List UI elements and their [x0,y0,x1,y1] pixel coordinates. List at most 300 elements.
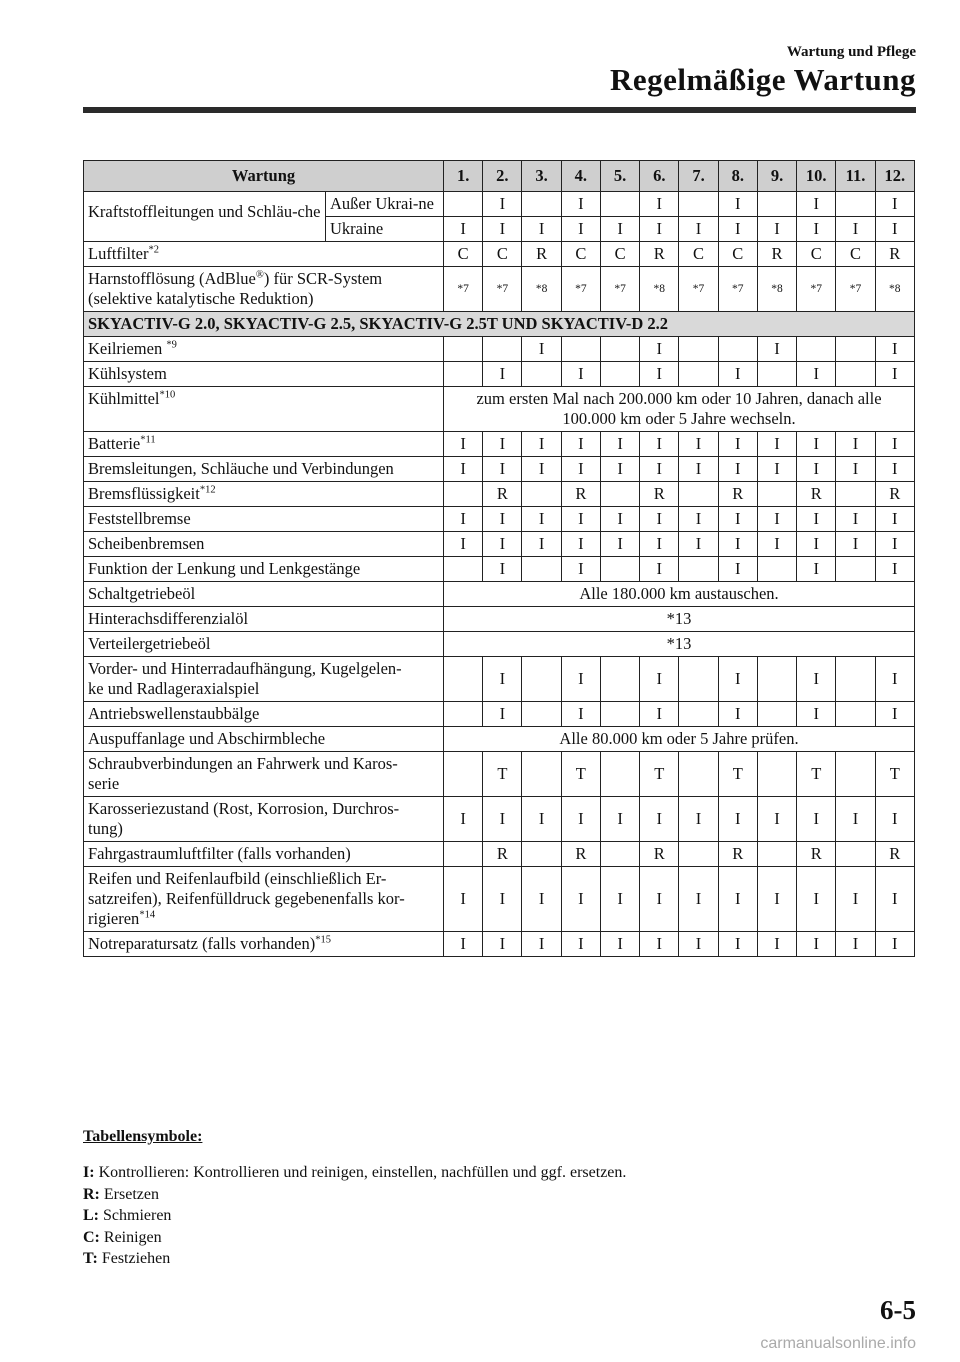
interval-value [757,752,796,797]
interval-value [679,362,718,387]
row-label-text: Feststellbremse [88,509,191,528]
interval-value: I [797,362,836,387]
interval-value [836,192,875,217]
interval-value: I [757,797,796,842]
table-row [84,362,915,387]
row-label [84,387,444,432]
interval-value: I [757,432,796,457]
header-cell-interval: 6. [640,161,679,192]
interval-value [679,337,718,362]
interval-value: I [444,217,483,242]
interval-value: T [640,752,679,797]
interval-value: *7 [600,267,639,312]
interval-value: I [640,337,679,362]
interval-value: R [797,842,836,867]
interval-value [444,482,483,507]
interval-value: I [483,702,522,727]
footnote-ref: *12 [199,484,216,496]
interval-value: R [875,482,914,507]
interval-value [836,752,875,797]
interval-value: I [875,867,914,932]
footer-watermark: carmanualsonline.info [760,1335,916,1352]
interval-value: R [483,482,522,507]
symbol-key: L: [83,1207,99,1224]
row-label-text-cont: satzreifen), Reifenfülldruck gegebenenfalls kor- [88,889,405,908]
row-label [84,192,326,242]
interval-value [836,557,875,582]
header-cell-interval: 12. [875,161,914,192]
row-label-text: Antriebswellenstaubbälge [88,704,260,723]
interval-value: R [757,242,796,267]
interval-value: I [718,432,757,457]
interval-value [679,557,718,582]
interval-value: I [483,192,522,217]
row-label [84,337,444,362]
symbols-title: Tabellensymbole: [83,1128,203,1145]
table-row [84,727,915,752]
interval-value: I [561,457,600,482]
interval-value: I [483,657,522,702]
interval-value [836,362,875,387]
row-label-text: Batterie [88,434,141,453]
symbol-description: Schmieren [103,1207,172,1224]
interval-value [836,482,875,507]
row-label: Schaltgetriebeöl [84,582,444,607]
interval-value: I [561,557,600,582]
interval-value: I [836,797,875,842]
interval-value: I [561,797,600,842]
interval-value: I [522,337,561,362]
interval-value: I [836,867,875,932]
row-label-text: Schraubverbindungen an Fahrwerk und Karos- [88,754,398,773]
interval-value [600,702,639,727]
interval-value: *7 [483,267,522,312]
symbol-legend-item [83,1184,626,1206]
header-cell-wartung: Wartung [84,161,444,192]
maintenance-table [83,160,915,957]
interval-value [757,702,796,727]
interval-value [522,657,561,702]
interval-value: I [561,867,600,932]
interval-value: *7 [836,267,875,312]
interval-value [757,482,796,507]
interval-value: I [561,507,600,532]
interval-value: *8 [875,267,914,312]
interval-value: I [718,192,757,217]
row-label-text: Karosseriezustand (Rost, Korrosion, Durchros- [88,799,400,818]
interval-value: I [522,932,561,957]
interval-value: T [718,752,757,797]
row-label-text-cont: rigieren [88,909,140,928]
interval-value [522,482,561,507]
header-cell-interval: 7. [679,161,718,192]
interval-value [600,337,639,362]
table-row [84,337,915,362]
interval-value [757,657,796,702]
row-label-text-cont: tung) [88,819,123,838]
interval-value [444,337,483,362]
interval-value: I [640,532,679,557]
table-row [84,632,915,657]
row-label-text: Bremsleitungen, Schläuche und Verbindungen [88,459,394,478]
interval-value: I [797,657,836,702]
interval-value: I [875,507,914,532]
header-cell-interval: 9. [757,161,796,192]
interval-value: I [836,507,875,532]
row-sublabel: Ukraine [326,217,444,242]
interval-value: I [483,557,522,582]
row-label [84,702,444,727]
footnote-ref: *14 [139,909,156,921]
interval-value [757,557,796,582]
interval-value: I [757,217,796,242]
interval-value: I [522,507,561,532]
interval-value: I [483,457,522,482]
interval-value: C [797,242,836,267]
symbol-legend-item [83,1205,626,1227]
interval-value: I [483,932,522,957]
row-label [84,557,444,582]
interval-value: *7 [679,267,718,312]
footnote-ref: *11 [140,434,156,446]
interval-value: I [444,867,483,932]
interval-value [836,702,875,727]
interval-value [522,192,561,217]
interval-value: I [875,192,914,217]
interval-value: I [640,932,679,957]
merged-value: *13 [444,607,915,632]
interval-value: R [875,842,914,867]
row-label [84,797,444,842]
table-row [84,752,915,797]
interval-value: I [600,217,639,242]
interval-value: I [483,532,522,557]
interval-value: I [600,457,639,482]
interval-value: I [640,797,679,842]
interval-value: I [679,432,718,457]
table-row [84,702,915,727]
interval-value [522,557,561,582]
row-label [84,932,444,957]
interval-value [757,192,796,217]
interval-value: I [679,932,718,957]
table-row [84,582,915,607]
interval-value [600,557,639,582]
table-row [84,932,915,957]
interval-value: I [718,557,757,582]
interval-value: I [757,507,796,532]
interval-value: I [640,507,679,532]
interval-value: T [561,752,600,797]
table-row [84,797,915,842]
interval-value: I [757,932,796,957]
section-heading-row [84,312,915,337]
interval-value: I [875,797,914,842]
interval-value: I [875,532,914,557]
interval-value: R [718,842,757,867]
interval-value: I [640,362,679,387]
table-row [84,457,915,482]
merged-value: Alle 180.000 km austauschen. [444,582,915,607]
interval-value [522,702,561,727]
interval-value [522,752,561,797]
interval-value: I [797,217,836,242]
interval-value: I [444,932,483,957]
interval-value: I [757,457,796,482]
interval-value: R [640,842,679,867]
interval-value [679,657,718,702]
row-label-text: Reifen und Reifenlaufbild (einschließlich Er- [88,869,387,888]
interval-value [522,842,561,867]
table-row [84,192,915,217]
interval-value: I [600,797,639,842]
interval-value: I [875,702,914,727]
row-label [84,362,444,387]
interval-value: I [718,532,757,557]
interval-value: C [600,242,639,267]
footnote-ref: *10 [159,389,176,401]
interval-value [444,657,483,702]
header-rule [83,107,916,113]
interval-value [679,192,718,217]
interval-value: I [522,797,561,842]
interval-value: I [444,432,483,457]
interval-value: I [836,217,875,242]
interval-value: I [875,362,914,387]
interval-value: I [797,507,836,532]
interval-value: I [797,557,836,582]
interval-value: I [679,217,718,242]
row-label [84,267,444,312]
interval-value: I [483,432,522,457]
interval-value [679,752,718,797]
interval-value: I [718,457,757,482]
interval-value: I [718,702,757,727]
interval-value [600,362,639,387]
interval-value: *7 [444,267,483,312]
interval-value [718,337,757,362]
interval-value: I [600,932,639,957]
interval-value: I [444,507,483,532]
registered-mark: ® [255,269,264,281]
row-label-text-cont: (selektive katalytische Reduktion) [88,289,314,308]
interval-value: I [757,337,796,362]
symbol-key: I: [83,1164,95,1181]
interval-value: I [561,217,600,242]
row-label: Auspuffanlage und Abschirmbleche [84,727,444,752]
row-label [84,842,444,867]
interval-value: I [640,192,679,217]
interval-value: I [483,217,522,242]
interval-value [444,702,483,727]
interval-value: I [836,457,875,482]
interval-value [483,337,522,362]
interval-value: *8 [640,267,679,312]
interval-value: I [679,797,718,842]
row-label [84,482,444,507]
table-row [84,242,915,267]
footnote-ref: *15 [315,934,331,946]
interval-value: T [797,752,836,797]
interval-value [444,362,483,387]
interval-value [600,752,639,797]
row-label [84,657,444,702]
interval-value: I [444,457,483,482]
interval-value: I [718,507,757,532]
interval-value: I [797,532,836,557]
interval-value: I [679,507,718,532]
interval-value: I [561,702,600,727]
merged-value: Alle 80.000 km oder 5 Jahre prüfen. [444,727,915,752]
symbol-legend-item [83,1227,626,1249]
page-title: Regelmäßige Wartung [610,62,916,97]
row-label-text: Notreparatursatz (falls vorhanden) [88,934,316,953]
interval-value: R [718,482,757,507]
interval-value: C [679,242,718,267]
interval-value: I [836,932,875,957]
interval-value: R [561,842,600,867]
footnote-ref: *2 [148,244,159,256]
header-cell-interval: 10. [797,161,836,192]
interval-value: C [561,242,600,267]
interval-value: R [561,482,600,507]
header-cell-interval: 11. [836,161,875,192]
interval-value [836,657,875,702]
symbol-legend-item [83,1248,626,1270]
interval-value: I [718,217,757,242]
interval-value [561,337,600,362]
interval-value: I [836,432,875,457]
interval-value: R [797,482,836,507]
interval-value: I [522,432,561,457]
row-label-text: Luftfilter [88,244,149,263]
interval-value: I [640,432,679,457]
row-label-text: Funktion der Lenkung und Lenkgestänge [88,559,361,578]
interval-value [444,557,483,582]
interval-value: I [561,362,600,387]
row-label [84,457,444,482]
interval-value: *7 [718,267,757,312]
interval-value [444,752,483,797]
interval-value: *7 [561,267,600,312]
section-heading: SKYACTIV-G 2.0, SKYACTIV-G 2.5, SKYACTIV-G 2.5T UND SKYACTIV-D 2.2 [84,312,915,337]
interval-value: I [718,797,757,842]
row-label-text: Fahrgastraumluftfilter (falls vorhanden) [88,844,351,863]
interval-value: T [483,752,522,797]
table-body [84,192,915,957]
interval-value [600,842,639,867]
interval-value [522,362,561,387]
interval-value: T [875,752,914,797]
interval-value: C [718,242,757,267]
symbol-description: Festziehen [101,1250,171,1267]
merged-value: zum ersten Mal nach 200.000 km oder 10 Jahren, danach alle 100.000 km oder 5 Jahre wechseln. [444,387,915,432]
interval-value: I [875,432,914,457]
interval-value: I [640,557,679,582]
interval-value: *8 [757,267,796,312]
row-label [84,432,444,457]
interval-value [600,657,639,702]
interval-value: I [875,557,914,582]
interval-value: I [483,362,522,387]
symbol-key: C: [83,1228,100,1246]
symbol-key: T: [83,1250,98,1267]
interval-value: I [561,532,600,557]
interval-value: I [797,797,836,842]
header-cell-interval: 8. [718,161,757,192]
interval-value: R [640,482,679,507]
merged-value: *13 [444,632,915,657]
interval-value: I [444,797,483,842]
interval-value: I [600,432,639,457]
row-label-text: Bremsflüssigkeit [88,484,200,503]
interval-value: R [522,242,561,267]
interval-value: I [679,867,718,932]
table-row [84,867,915,932]
interval-value: I [797,432,836,457]
table-row [84,432,915,457]
interval-value [444,842,483,867]
row-label [84,532,444,557]
table-row [84,657,915,702]
interval-value: I [600,867,639,932]
interval-value [600,482,639,507]
interval-value: R [875,242,914,267]
header-cell-interval: 5. [600,161,639,192]
row-label-text: Kraftstoffleitungen und Schläu-che [88,202,321,221]
interval-value: I [483,507,522,532]
interval-value: C [483,242,522,267]
table-row [84,607,915,632]
interval-value [679,482,718,507]
page-number: 6-5 [880,1295,916,1325]
interval-value: I [797,192,836,217]
interval-value [679,702,718,727]
interval-value: I [600,507,639,532]
interval-value: *7 [797,267,836,312]
interval-value: I [561,192,600,217]
interval-value: I [757,532,796,557]
interval-value: I [561,932,600,957]
section-name: Wartung und Pflege [786,44,916,60]
interval-value: I [757,867,796,932]
interval-value: I [875,657,914,702]
table-row [84,557,915,582]
row-label-text: Kühlmittel [88,389,160,408]
interval-value: I [561,657,600,702]
interval-value: I [522,532,561,557]
interval-value: I [640,457,679,482]
row-label-text: Harnstofflösung (AdBlue [88,269,256,288]
interval-value [757,362,796,387]
interval-value [797,337,836,362]
interval-value: I [797,702,836,727]
row-label-text: Vorder- und Hinterradaufhängung, Kugelgelen- [88,659,402,678]
interval-value: I [640,867,679,932]
interval-value: I [875,337,914,362]
interval-value [444,192,483,217]
table-row [84,267,915,312]
row-label-text: ) für SCR-System [263,269,383,288]
symbol-description: Ersetzen [103,1185,159,1203]
row-label-text: Kühlsystem [88,364,167,383]
interval-value [600,192,639,217]
interval-value: I [797,457,836,482]
interval-value: I [522,867,561,932]
interval-value: I [561,432,600,457]
interval-value: R [483,842,522,867]
interval-value [836,337,875,362]
